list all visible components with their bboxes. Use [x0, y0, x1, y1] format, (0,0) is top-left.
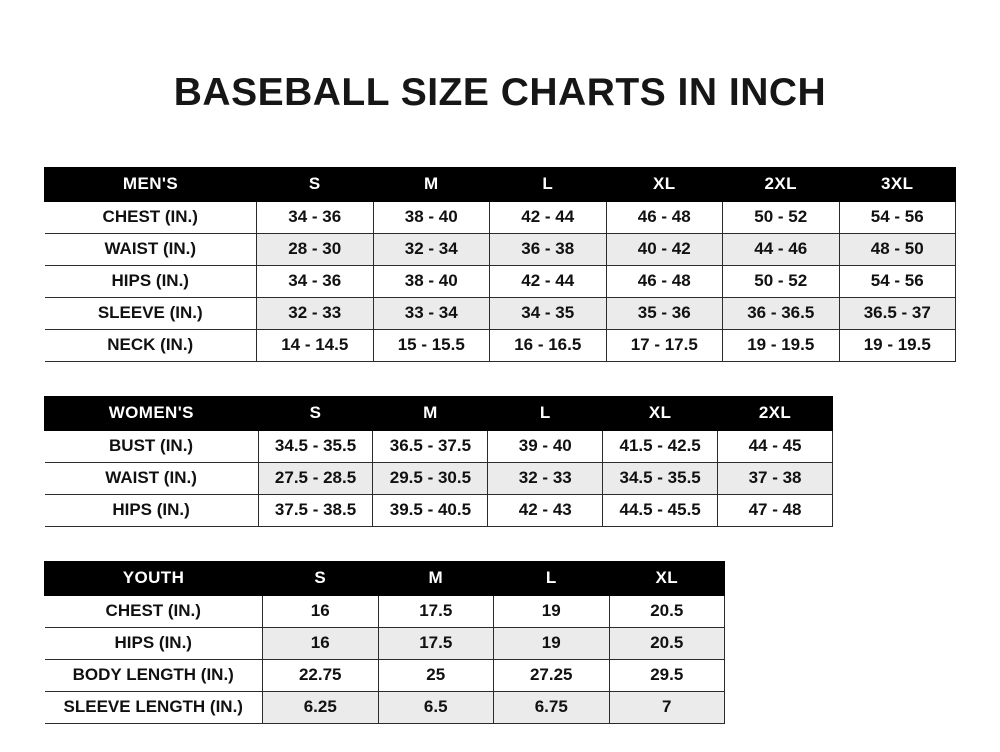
- mens-size-table: [44, 167, 956, 362]
- row-label: CHEST (IN.): [45, 201, 257, 233]
- table-row: [45, 297, 956, 329]
- cell: 17.5: [378, 595, 494, 627]
- column-header: MEN'S: [45, 167, 257, 201]
- cell: 42 - 43: [488, 494, 603, 526]
- cell: 28 - 30: [257, 233, 374, 265]
- row-label: SLEEVE (IN.): [45, 297, 257, 329]
- cell: 32 - 33: [488, 462, 603, 494]
- table-row: [45, 329, 956, 361]
- row-label: HIPS (IN.): [45, 265, 257, 297]
- column-header: S: [257, 167, 374, 201]
- cell: 42 - 44: [490, 265, 607, 297]
- table-row: [45, 494, 833, 526]
- table-row: [45, 659, 725, 691]
- cell: 46 - 48: [606, 265, 723, 297]
- cell: 20.5: [609, 627, 725, 659]
- row-label: BODY LENGTH (IN.): [45, 659, 263, 691]
- cell: 27.5 - 28.5: [258, 462, 373, 494]
- cell: 42 - 44: [490, 201, 607, 233]
- column-header: 3XL: [839, 167, 956, 201]
- cell: 14 - 14.5: [257, 329, 374, 361]
- cell: 36.5 - 37.5: [373, 430, 488, 462]
- row-label: HIPS (IN.): [45, 494, 259, 526]
- cell: 54 - 56: [839, 265, 956, 297]
- column-header: 2XL: [718, 396, 833, 430]
- cell: 17 - 17.5: [606, 329, 723, 361]
- cell: 19: [494, 627, 610, 659]
- table-row: [45, 430, 833, 462]
- cell: 34.5 - 35.5: [603, 462, 718, 494]
- table-row: [45, 265, 956, 297]
- column-header: XL: [603, 396, 718, 430]
- column-header: YOUTH: [45, 561, 263, 595]
- cell: 37 - 38: [718, 462, 833, 494]
- youth-size-table: [44, 561, 725, 724]
- cell: 36 - 38: [490, 233, 607, 265]
- row-label: SLEEVE LENGTH (IN.): [45, 691, 263, 723]
- cell: 19: [494, 595, 610, 627]
- cell: 19 - 19.5: [723, 329, 840, 361]
- cell: 35 - 36: [606, 297, 723, 329]
- row-label: BUST (IN.): [45, 430, 259, 462]
- cell: 50 - 52: [723, 265, 840, 297]
- column-header: S: [258, 396, 373, 430]
- cell: 37.5 - 38.5: [258, 494, 373, 526]
- page-title: BASEBALL SIZE CHARTS IN INCH: [173, 71, 827, 114]
- cell: 6.25: [263, 691, 379, 723]
- table-row: [45, 462, 833, 494]
- cell: 19 - 19.5: [839, 329, 956, 361]
- womens-size-table: [44, 396, 833, 527]
- cell: 44 - 46: [723, 233, 840, 265]
- column-header: S: [263, 561, 379, 595]
- column-header: M: [378, 561, 494, 595]
- table-row: [45, 595, 725, 627]
- column-header: 2XL: [723, 167, 840, 201]
- cell: 29.5 - 30.5: [373, 462, 488, 494]
- column-header: M: [373, 396, 488, 430]
- row-label: HIPS (IN.): [45, 627, 263, 659]
- cell: 34.5 - 35.5: [258, 430, 373, 462]
- cell: 29.5: [609, 659, 725, 691]
- cell: 39 - 40: [488, 430, 603, 462]
- cell: 27.25: [494, 659, 610, 691]
- cell: 39.5 - 40.5: [373, 494, 488, 526]
- cell: 20.5: [609, 595, 725, 627]
- cell: 32 - 33: [257, 297, 374, 329]
- cell: 15 - 15.5: [373, 329, 490, 361]
- table-row: [45, 691, 725, 723]
- cell: 16 - 16.5: [490, 329, 607, 361]
- table-row: [45, 201, 956, 233]
- cell: 16: [263, 595, 379, 627]
- row-label: NECK (IN.): [45, 329, 257, 361]
- cell: 47 - 48: [718, 494, 833, 526]
- cell: 6.75: [494, 691, 610, 723]
- cell: 38 - 40: [373, 265, 490, 297]
- table-header-row: [45, 561, 725, 595]
- cell: 25: [378, 659, 494, 691]
- cell: 36 - 36.5: [723, 297, 840, 329]
- row-label: WAIST (IN.): [45, 233, 257, 265]
- cell: 36.5 - 37: [839, 297, 956, 329]
- cell: 38 - 40: [373, 201, 490, 233]
- column-header: WOMEN'S: [45, 396, 259, 430]
- cell: 41.5 - 42.5: [603, 430, 718, 462]
- column-header: XL: [609, 561, 725, 595]
- column-header: L: [490, 167, 607, 201]
- cell: 7: [609, 691, 725, 723]
- cell: 48 - 50: [839, 233, 956, 265]
- cell: 33 - 34: [373, 297, 490, 329]
- column-header: L: [494, 561, 610, 595]
- row-label: CHEST (IN.): [45, 595, 263, 627]
- column-header: M: [373, 167, 490, 201]
- table-row: [45, 627, 725, 659]
- table-row: [45, 233, 956, 265]
- row-label: WAIST (IN.): [45, 462, 259, 494]
- cell: 46 - 48: [606, 201, 723, 233]
- table-header-row: [45, 167, 956, 201]
- cell: 6.5: [378, 691, 494, 723]
- cell: 44 - 45: [718, 430, 833, 462]
- cell: 34 - 35: [490, 297, 607, 329]
- table-header-row: [45, 396, 833, 430]
- column-header: L: [488, 396, 603, 430]
- tables-container: [0, 167, 1000, 724]
- cell: 17.5: [378, 627, 494, 659]
- cell: 22.75: [263, 659, 379, 691]
- cell: 44.5 - 45.5: [603, 494, 718, 526]
- cell: 34 - 36: [257, 201, 374, 233]
- column-header: XL: [606, 167, 723, 201]
- cell: 40 - 42: [606, 233, 723, 265]
- cell: 32 - 34: [373, 233, 490, 265]
- cell: 54 - 56: [839, 201, 956, 233]
- cell: 34 - 36: [257, 265, 374, 297]
- cell: 16: [263, 627, 379, 659]
- cell: 50 - 52: [723, 201, 840, 233]
